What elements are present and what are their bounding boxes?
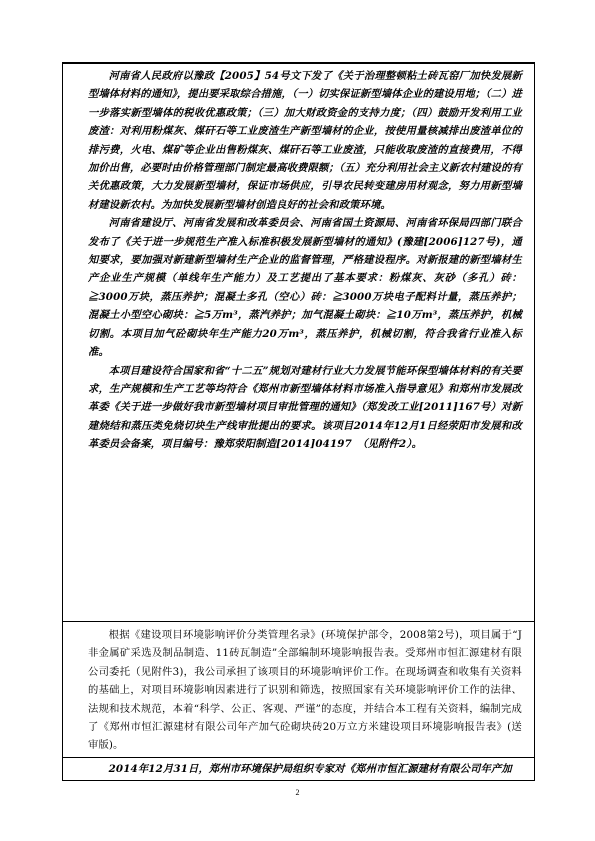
paragraph-eia-classification: 根据《建设项目环境影响评价分类管理名录》(环境保护部令，2008第2号)，项目属于“J非金属矿采选及制品制造、11砖瓦制造”全部编制环境影响报告表。受郑州市恒汇源建材有限公司委托（见附件3)，我公司承担了该项目的环境影响评价工作。在现场调查和收集有关资料的基础上，对项目环境影响因素进行了识别和筛选，按照国家有关环境影响评价工作的法律、法规和技术规范，本着“科学、公正、客观、严谨”的态度，并结合本工程有关资料，编制完成了《郑州市恒汇源建材有限公司年产加气砼砌块砖20万立方米建设项目环境影响报告表》(送审版)。 [88, 629, 522, 752]
paragraph-project-compliance: 本项目建设符合国家和省“十二五”规划对建材行业大力发展节能环保型墙体材料的有关要求，生产规模和生产工艺等均符合《郑州市新型墙体材料市场准入指导意见》和郑州市发展改革委《关于进一步做好我市新型墙材项目审批管理的通知》（郑发改工业[2011]167号）对新建烧结和蒸压类免烧切块生产线审批提出的要求。该项目2014年12月1日经荥阳市发展和改革委员会备案，项目编号：豫郑荥阳制造[2014]04197 （见附件2）。 [88, 364, 522, 451]
section-review [88, 760, 522, 778]
section-policy [88, 67, 522, 454]
page-number: 2 [295, 788, 300, 797]
section-divider-2 [63, 757, 534, 758]
section-eia [88, 626, 522, 755]
paragraph-henan-government: 河南省人民政府以豫政【2005】54号文下发了《关于治理整顿粘土砖瓦窑厂加快发展新型墙体材料的通知》，提出要采取综合措施，（一）切实保证新型墙体企业的建设用地；（二）进一步落实新型墙体的税收优惠政策；（三）加大财政资金的支持力度；（四）鼓励开发利用工业废渣：对利用粉煤灰、煤矸石等工业废渣生产新型墙材的企业，按使用量核减排出废渣单位的排污费，火电、煤矿等企业出售粉煤灰、煤矸石等工业废渣，只能收取废渣的直接费用，不得加价出售，必要时由价格管理部门制定最高收费限额；（五）充分利用社会主义新农村建设的有关优惠政策，大力发展新型墙材，保证市场供应，引导农民转变建房用材观念，努力用新型墙材建设新农村。为加快发展新型墙材创造良好的社会和政策环境。 [88, 70, 522, 211]
paragraph-provincial-departments: 河南省建设厅、河南省发展和改革委员会、河南省国土资源局、河南省环保局四部门联合发布了《关于进一步规范生产准入标准积极发展新型墙材的通知》(豫建[2006]127号)，通知要求，要加强对新建新型墙材生产企业的监督管理，严格建设程序。对新报建的新型墙材生产企业生产规模（单线年生产能力）及工艺提出了基本要求：粉煤灰、灰砂（多孔）砖：≧3000万块，蒸压养护；混凝土多孔（空心）砖：≧3000万块电子配料计量，蒸压养护；混凝土小型空心砌块：≧5万m³，蒸汽养护；加气混凝土砌块：≧10万m³，蒸压养护，机械切割。本项目加气砼砌块年生产能力20万m³，蒸压养护，机械切割，符合我省行业准入标准。 [88, 217, 522, 359]
section-divider-1 [63, 621, 534, 622]
document-frame [62, 62, 535, 781]
top-rule [63, 63, 534, 64]
paragraph-expert-review: 2014年12月31日，郑州市环境保护局组织专家对《郑州市恒汇源建材有限公司年产加 [108, 763, 512, 775]
